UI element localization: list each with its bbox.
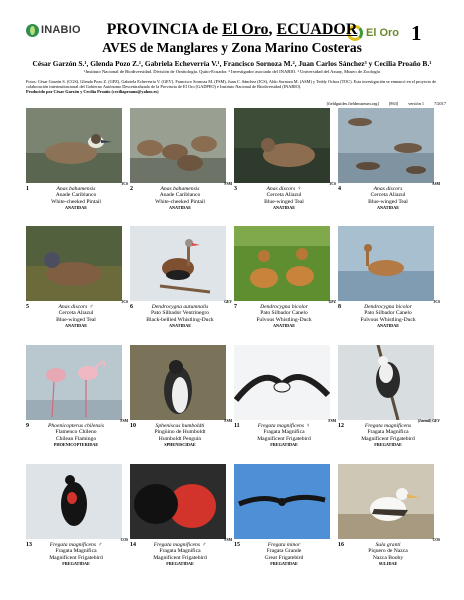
scientific-name: Dendrocygna autumnalis (151, 304, 209, 310)
species-number: 5 (26, 304, 29, 310)
page-header (0, 0, 464, 106)
english-name: Fulvous Whistling-Duck (360, 316, 416, 323)
spanish-name: Cerceta Aliazul (58, 310, 94, 317)
photo-credit: FSM (224, 538, 232, 542)
english-name: White-cheeked Pintail (155, 198, 205, 205)
scientific-name: Fregata minor (267, 542, 301, 548)
species-photo (338, 345, 434, 420)
species-photo (234, 345, 330, 420)
photo-credits (26, 79, 446, 95)
spanish-name: Fragata Magnífica (367, 429, 409, 436)
el-oro-logo-text: El Oro (366, 27, 400, 39)
family-name: ANATIDAE (168, 323, 192, 329)
photo-credit: GEV (224, 300, 232, 304)
guide-number: [863] (388, 101, 399, 106)
species-caption (30, 423, 122, 449)
english-name: Magnificent Frigatebird (49, 554, 103, 561)
sex-symbol: ♂ (202, 542, 207, 548)
species-photo (338, 108, 434, 183)
sex-symbol: ♂ (98, 542, 103, 548)
species-photo (130, 108, 226, 183)
species-card (130, 464, 234, 576)
species-number: 6 (130, 304, 133, 310)
species-card (234, 108, 338, 220)
english-name: Nazca Booby (372, 554, 404, 561)
species-number: 3 (234, 186, 237, 192)
spanish-name: Fragata Magnífica (159, 548, 201, 555)
guide-meta (26, 101, 446, 106)
family-name: ANATIDAE (272, 205, 296, 211)
scientific-name: Anas discors (373, 186, 403, 192)
english-name: Chilean Flamingo (55, 435, 97, 442)
species-caption (30, 304, 122, 330)
scientific-name: Phoenicopterus chilensis (47, 423, 105, 429)
spanish-name: Piquero de Nazca (368, 548, 408, 555)
species-card (234, 226, 338, 338)
photo-credit: FSM (328, 419, 336, 423)
spanish-name: Fragata Magnífica (55, 548, 97, 555)
spanish-name: Anade Cariblanco (55, 192, 97, 199)
species-number: 1 (26, 186, 29, 192)
photo-credit: GPZ (328, 300, 336, 304)
species-photo (26, 226, 122, 301)
scientific-name: Anas discors (266, 186, 296, 192)
family-name: FREGATIDAE (374, 442, 402, 448)
english-name: Black-bellied Whistling-Duck (146, 316, 214, 323)
species-photo (130, 226, 226, 301)
species-photo (234, 108, 330, 183)
scientific-name: Sula granti (375, 542, 401, 548)
species-photo (26, 108, 122, 183)
title-place-2: ECUADOR (276, 21, 358, 38)
species-number: 13 (26, 542, 32, 548)
english-name: Blue-winged Teal (264, 198, 304, 205)
spanish-name: Flamenco Chileno (55, 429, 97, 436)
spanish-name: Pato Silbador Ventrinegro (150, 310, 209, 317)
family-name: ANATIDAE (64, 205, 88, 211)
scientific-name: Dendrocygna bicolor (260, 304, 308, 310)
photo-credit: FSM (224, 419, 232, 423)
sex-symbol: ♀ (297, 186, 302, 192)
photo-credit: FSM (120, 419, 128, 423)
affiliations: ¹Instituto Nacional de Biodiversidad. División de Ornitología. Quito-Ecuador. ² Investigador asociado del INABIO. ³ Universidad del Azuay, Museo de Zoología (84, 69, 380, 74)
spanish-name: Cerceta Aliazul (266, 192, 302, 199)
photo-credit: JCS (121, 300, 128, 304)
scientific-name: Fregata magnificens (257, 423, 305, 429)
page-number: 1 (411, 21, 422, 45)
species-number: 12 (338, 423, 344, 429)
species-card (338, 108, 442, 220)
family-name: SULIDAE (378, 561, 398, 567)
inabio-logo-text: INABIO (41, 24, 81, 36)
species-caption (30, 186, 122, 212)
family-name: ANATIDAE (376, 323, 400, 329)
family-name: FREGATIDAE (270, 561, 298, 567)
english-name: Blue-winged Teal (56, 316, 96, 323)
scientific-name: Dendrocygna bicolor (364, 304, 412, 310)
species-number: 7 (234, 304, 237, 310)
species-caption (342, 186, 434, 212)
title-place-1: El Oro (222, 21, 269, 38)
species-caption (134, 423, 226, 449)
english-name: Blue-winged Teal (368, 198, 408, 205)
species-photo (26, 464, 122, 539)
species-caption (238, 542, 330, 568)
family-name: FREGATIDAE (62, 561, 90, 567)
species-card (130, 108, 234, 220)
species-caption (134, 186, 226, 212)
spanish-name: Anade Cariblanco (159, 192, 201, 199)
species-photo (338, 226, 434, 301)
spanish-name: Cerceta Aliazul (370, 192, 406, 199)
photo-credit: JCS (329, 182, 336, 186)
family-name: FREGATIDAE (166, 561, 194, 567)
english-name: Magnificent Frigatebird (153, 554, 207, 561)
species-card (338, 345, 442, 457)
species-caption (30, 542, 122, 568)
species-photo (234, 226, 330, 301)
family-name: SPHENISCIDAE (164, 442, 196, 448)
species-card (26, 345, 130, 457)
authors: César Garzón S.¹, Glenda Pozo Z.¹, Gabriela Echeverría V.¹, Francisco Sornoza M.², Juan Carlos Sánchez³ y Cecilia Proaño B.¹ (32, 59, 432, 68)
photo-credits-text: Fotos: César Garzón S. (CGS), Glenda Pozo Z. (GPZ), Gabriela Echeverría V. (GEV), Francisco Sornoza M. (FSM), Juan C. Sánchez (JCS), Aldo Sornoza M. (ASM) y Teddy Ochoa (TOC). Esta investigación se enmarcó en el proyecto de colaboración interinstitucional del Gobierno Autónomo Descentralizado de la Provincia de El Oro (GADPEO) e Instituto Nacional de Biodiversidad (INABIO). (26, 79, 437, 90)
species-caption (342, 542, 434, 568)
photo-credit: COS (432, 538, 440, 542)
date: 7/2017 (434, 101, 446, 106)
species-number: 10 (130, 423, 136, 429)
produced-by: Producido por César Garzón y Cecilia Proaño (ceciliaproano@yahoo.es) (26, 89, 159, 95)
species-photo (26, 345, 122, 420)
species-caption (134, 304, 226, 330)
species-caption (342, 304, 434, 330)
species-number: 4 (338, 186, 341, 192)
scientific-name: Anas bahamensis (160, 186, 200, 192)
species-photo (130, 464, 226, 539)
family-name: ANATIDAE (272, 323, 296, 329)
title-separator: , (268, 21, 277, 38)
page-title (0, 21, 464, 39)
english-name: Humboldt Penguin (158, 435, 202, 442)
species-card (26, 464, 130, 576)
photo-credit: ASM (432, 182, 440, 186)
website[interactable]: [fieldguides.fieldmuseum.org] (326, 101, 379, 106)
photo-credit: JCS (433, 300, 440, 304)
scientific-name: Fregata magnificens (153, 542, 201, 548)
species-number: 11 (234, 423, 240, 429)
species-card (130, 345, 234, 457)
english-name: White-cheeked Pintail (51, 198, 101, 205)
species-number: 9 (26, 423, 29, 429)
scientific-name: Spheniscus humboldti (155, 423, 205, 429)
english-name: Magnificent Frigatebird (257, 435, 311, 442)
species-photo (130, 345, 226, 420)
species-card (338, 226, 442, 338)
spanish-name: Fragata Grande (266, 548, 302, 555)
species-number: 2 (130, 186, 133, 192)
spanish-name: Pato Silbador Canelo (260, 310, 308, 317)
family-name: ANATIDAE (376, 205, 400, 211)
scientific-name: Anas discors (58, 304, 88, 310)
species-number: 14 (130, 542, 136, 548)
spanish-name: Pato Silbador Canelo (364, 310, 412, 317)
scientific-name: Fregata magnificens (364, 423, 412, 429)
species-caption (238, 186, 330, 212)
species-number: 16 (338, 542, 344, 548)
english-name: Magnificent Frigatebird (361, 435, 415, 442)
family-name: ANATIDAE (168, 205, 192, 211)
spanish-name: Pingüino de Humboldt (154, 429, 206, 436)
species-card (338, 464, 442, 576)
species-card (26, 226, 130, 338)
species-caption (238, 423, 330, 449)
species-card (130, 226, 234, 338)
species-caption (134, 542, 226, 568)
scientific-name: Anas bahamensis (56, 186, 96, 192)
species-card (26, 108, 130, 220)
page-subtitle: AVES de Manglares y Zona Marino Costeras (102, 40, 362, 55)
photo-credit: COS (120, 538, 128, 542)
family-name: PHOENICOPTERIDAE (53, 442, 99, 448)
species-caption (342, 423, 434, 449)
english-name: Great Frigatebird (264, 554, 304, 561)
spanish-name: Fragata Magnífica (263, 429, 305, 436)
species-photo (338, 464, 434, 539)
species-number: 8 (338, 304, 341, 310)
species-photo (234, 464, 330, 539)
english-name: Fulvous Whistling-Duck (256, 316, 312, 323)
species-number: 15 (234, 542, 240, 548)
species-card (234, 345, 338, 457)
version: versión 1 (408, 101, 425, 106)
title-prefix: PROVINCIA de (106, 21, 223, 38)
sex-symbol: ♂ (89, 304, 94, 310)
photo-credit: FSM (224, 182, 232, 186)
family-name: FREGATIDAE (270, 442, 298, 448)
sex-symbol: ♀ (306, 423, 311, 429)
photo-credit: JCS (121, 182, 128, 186)
family-name: ANATIDAE (64, 323, 88, 329)
photo-credit: (Juvenil) GEV (417, 419, 440, 423)
scientific-name: Fregata magnificens (49, 542, 97, 548)
species-caption (238, 304, 330, 330)
species-card (234, 464, 338, 576)
